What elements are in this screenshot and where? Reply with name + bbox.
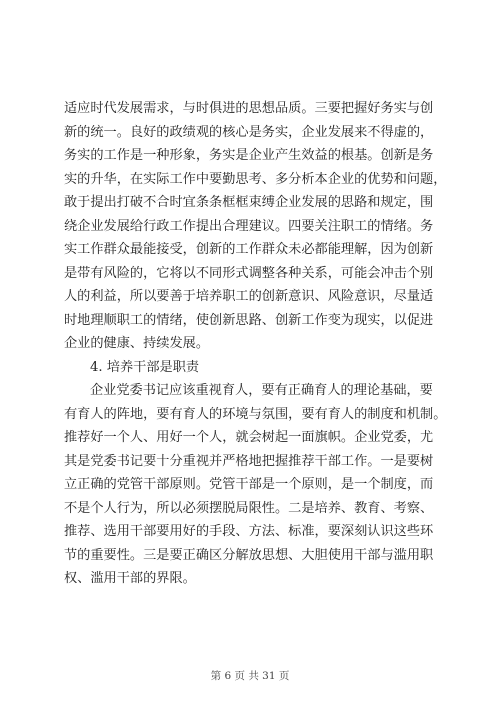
text-line: 适应时代发展需求，与时俱进的思想品质。三要把握好务实与创 <box>64 101 434 116</box>
text-line: 实的升华，在实际工作中要勤思考、多分析本企业的优势和问题， <box>64 171 446 187</box>
text-line: 新的统一。良好的政绩观的核心是务实，企业发展来不得虚的， <box>64 124 434 140</box>
text-line: 企业的健康、持续发展。 <box>64 336 210 351</box>
text-line: 不是个人行为，所以必须摆脱局限性。二是培养、教育、考察、 <box>64 500 434 516</box>
text-line: 权、滥用干部的界限。 <box>64 571 196 586</box>
body-text <box>64 97 446 591</box>
text-line: 有育人的阵地，要有育人的环境与氛围，要有育人的制度和机制。 <box>64 406 446 422</box>
text-line: 推荐、选用干部要用好的手段、方法、标准，要深刻认识这些环 <box>64 524 434 539</box>
text-line: 节的重要性。三是要正确区分解放思想、大胆使用干部与滥用职 <box>64 547 434 563</box>
text-line: 实工作群众最能接受，创新的工作群众未必都能理解，因为创新 <box>64 242 434 257</box>
text-line: 企业党委书记应该重视育人，要有正确育人的理论基础，要 <box>90 383 433 398</box>
text-line: 绕企业发展给行政工作提出合理建议。四要关注职工的情绪。务 <box>64 218 434 234</box>
text-line: 人的利益，所以要善于培养职工的创新意识、风险意识，尽量适 <box>64 289 434 304</box>
text-line: 务实的工作是一种形象，务实是企业产生效益的根基。创新是务 <box>64 148 434 163</box>
text-line: 时地理顺职工的情绪，使创新思路、创新工作变为现实，以促进 <box>64 312 434 328</box>
page-footer: 第 6 页 共 31 页 <box>210 670 290 682</box>
text-line: 推荐好一个人、用好一个人，就会树起一面旗帜。企业党委，尤 <box>64 430 434 445</box>
text-line: 敢于提出打破不合时宜条条框框束缚企业发展的思路和规定，围 <box>64 195 434 210</box>
text-line: 其是党委书记要十分重视并严格地把握推荐干部工作。一是要树 <box>64 453 434 469</box>
text-line: 是带有风险的，它将以不同形式调整各种关系，可能会冲击个别 <box>64 265 434 281</box>
section-heading: 4. 培养干部是职责 <box>90 359 200 375</box>
text-line: 立正确的党管干部原则。党管干部是一个原则，是一个制度，而 <box>64 477 434 492</box>
